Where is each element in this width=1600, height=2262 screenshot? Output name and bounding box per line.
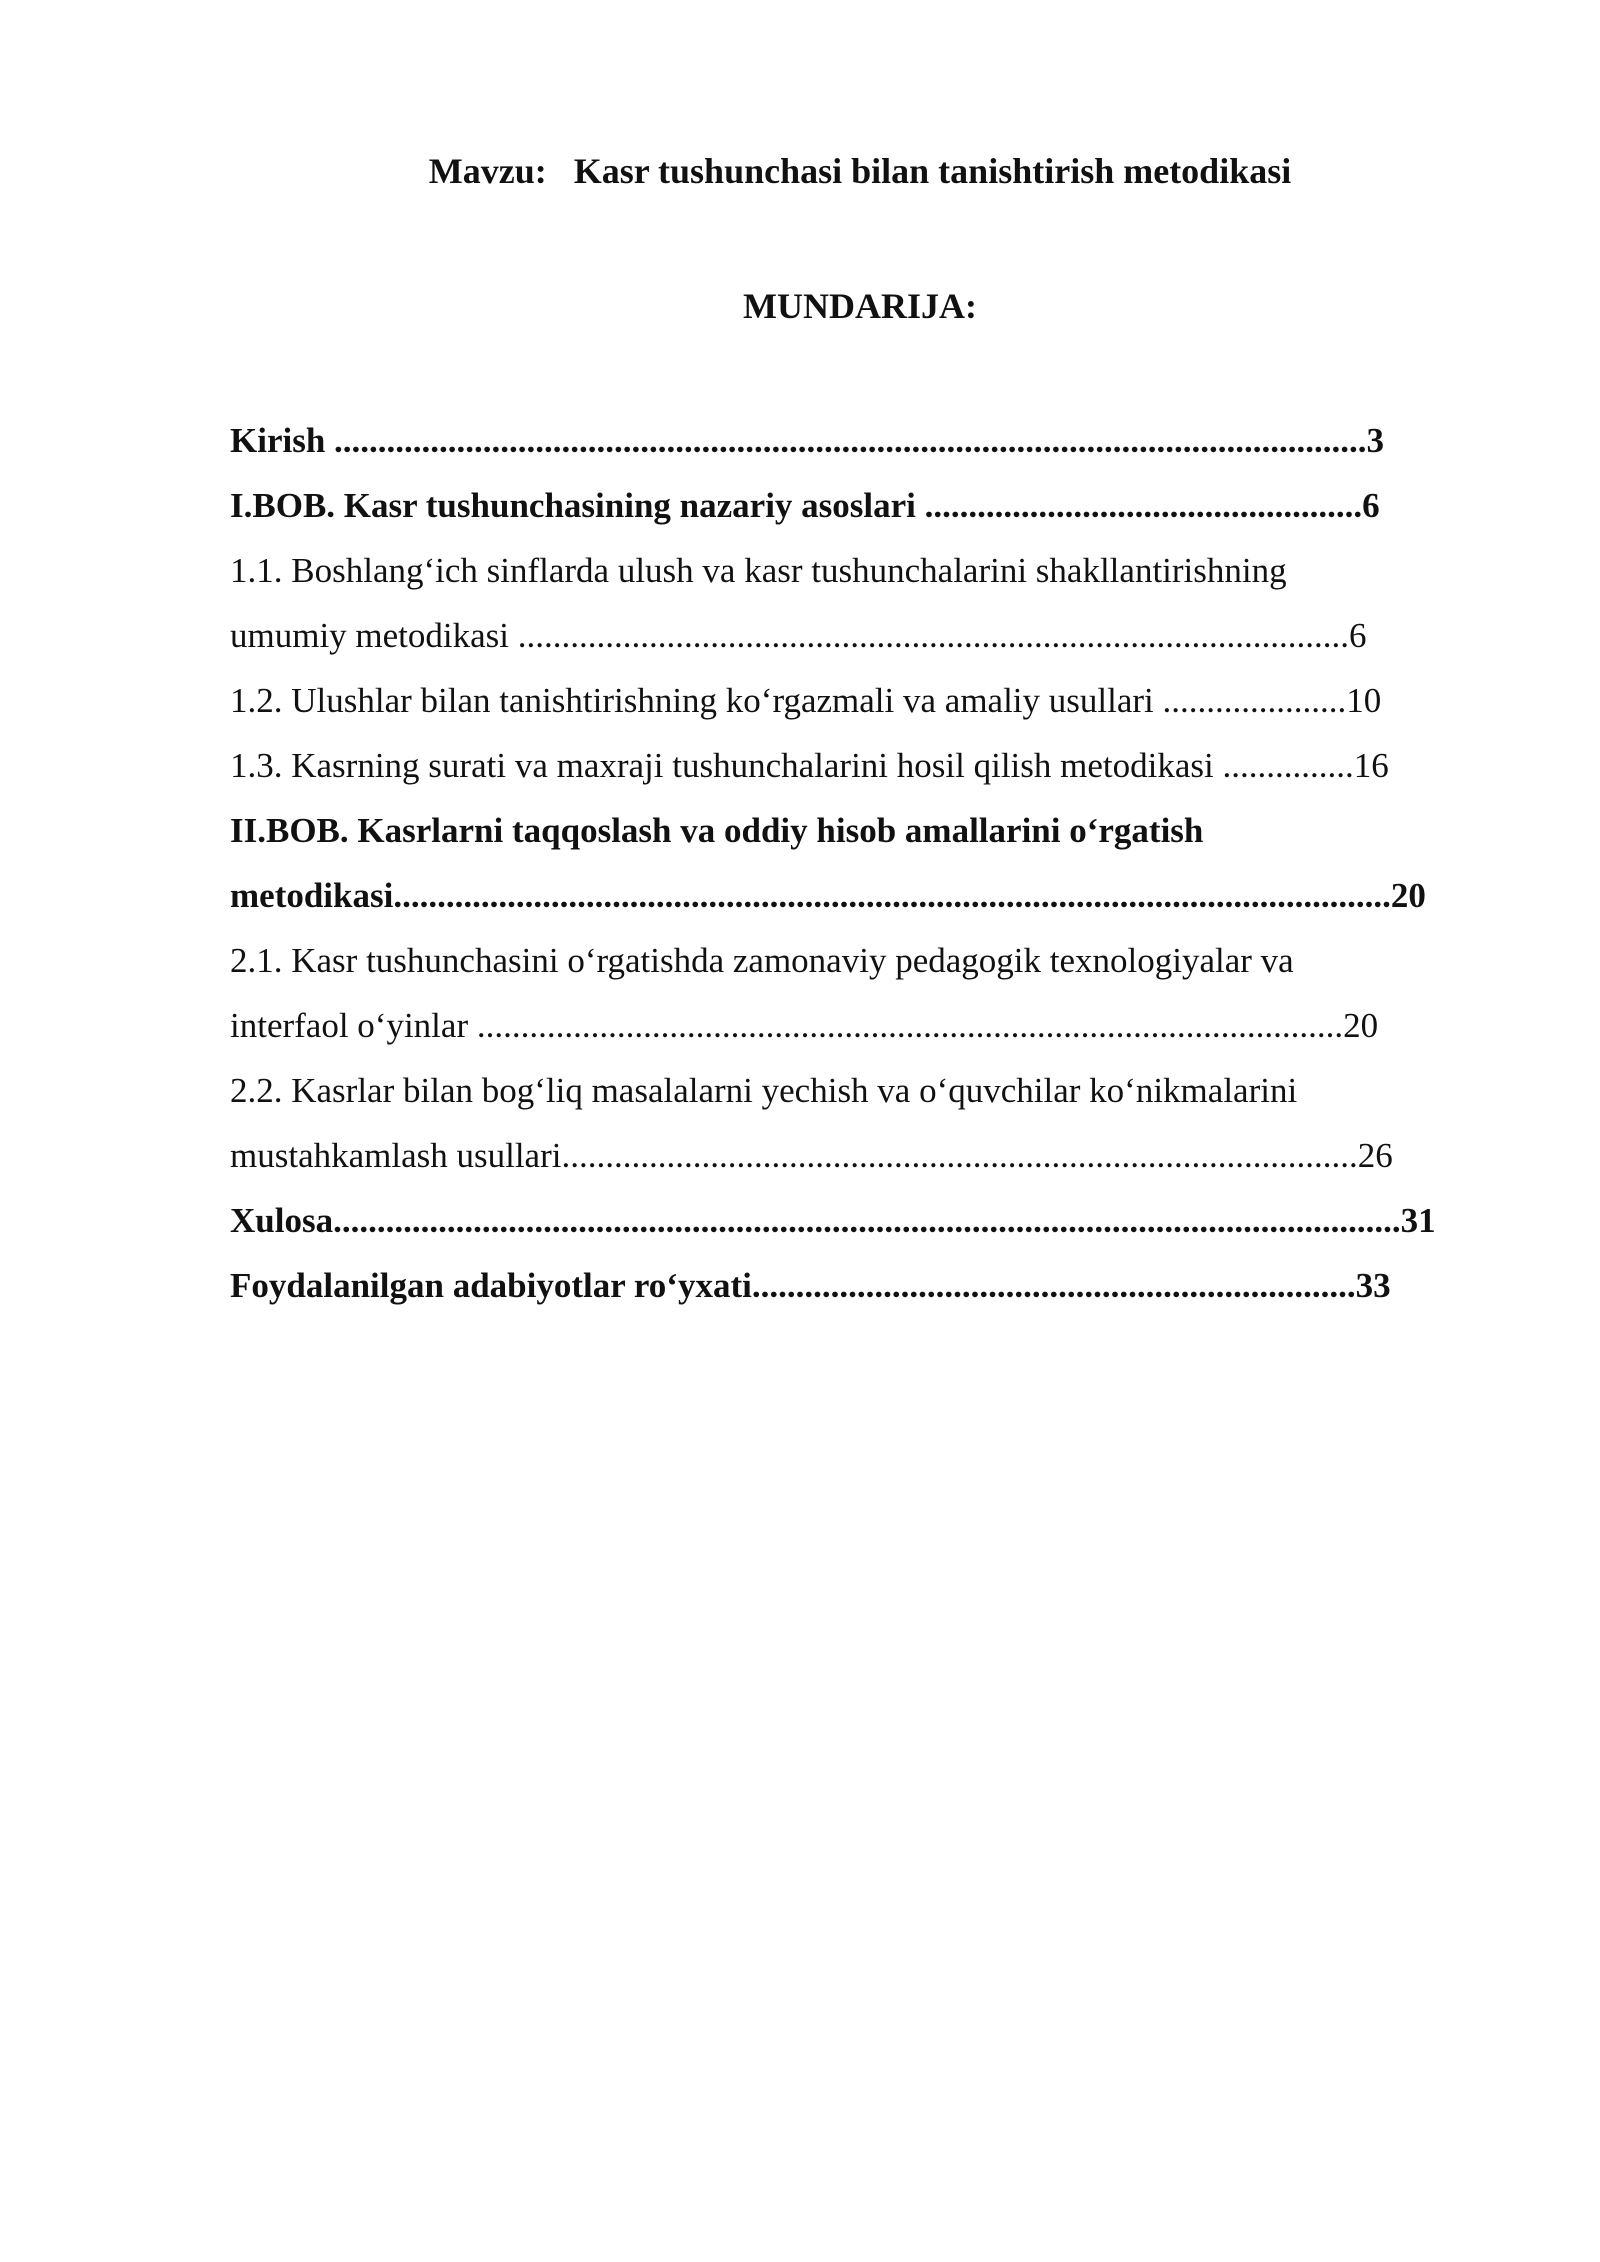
toc-entry-2-1-line-2: interfaol o‘yinlar ...................................................................................................20 (230, 1006, 1379, 1045)
toc-entry-kirish: Kirish ......................................................................................................................3 (230, 421, 1385, 460)
toc-entry-1-3: 1.3. Kasrning surati va maxraji tushunchalarini hosil qilish metodikasi ...............16 (230, 746, 1389, 785)
contents-heading: MUNDARIJA: (743, 286, 977, 326)
toc-entry-1-1-line-1: 1.1. Boshlang‘ich sinflarda ulush va kasr tushunchalarini shakllantirishning (230, 551, 1287, 590)
toc-entry-references: Foydalanilgan adabiyotlar ro‘yxati.....................................................................33 (230, 1266, 1391, 1305)
table-of-contents (230, 408, 1490, 1318)
toc-entry-chapter-1: I.BOB. Kasr tushunchasining nazariy asoslari ..................................................6 (230, 486, 1380, 525)
toc-entry-1-2: 1.2. Ulushlar bilan tanishtirishning ko‘rgazmali va amaliy usullari .....................10 (230, 681, 1382, 720)
topic-title: Mavzu: Kasr tushunchasi bilan tanishtirish metodikasi (428, 151, 1292, 191)
toc-entry-chapter-2-line-1: II.BOB. Kasrlarni taqqoslash va oddiy hisob amallarini o‘rgatish (230, 811, 1204, 850)
toc-entry-chapter-2-line-2: metodikasi..................................................................................................................20 (230, 876, 1426, 915)
toc-entry-2-1-line-1: 2.1. Kasr tushunchasini o‘rgatishda zamonaviy pedagogik texnologiyalar va (230, 941, 1294, 980)
toc-entry-2-2-line-1: 2.2. Kasrlar bilan bog‘liq masalalarni yechish va o‘quvchilar ko‘nikmalarini (230, 1071, 1298, 1110)
toc-entry-1-1-line-2: umumiy metodikasi ...............................................................................................6 (230, 616, 1367, 655)
toc-entry-xulosa: Xulosa..........................................................................................................................31 (230, 1201, 1436, 1240)
toc-entry-2-2-line-2: mustahkamlash usullari...........................................................................................26 (230, 1136, 1393, 1175)
